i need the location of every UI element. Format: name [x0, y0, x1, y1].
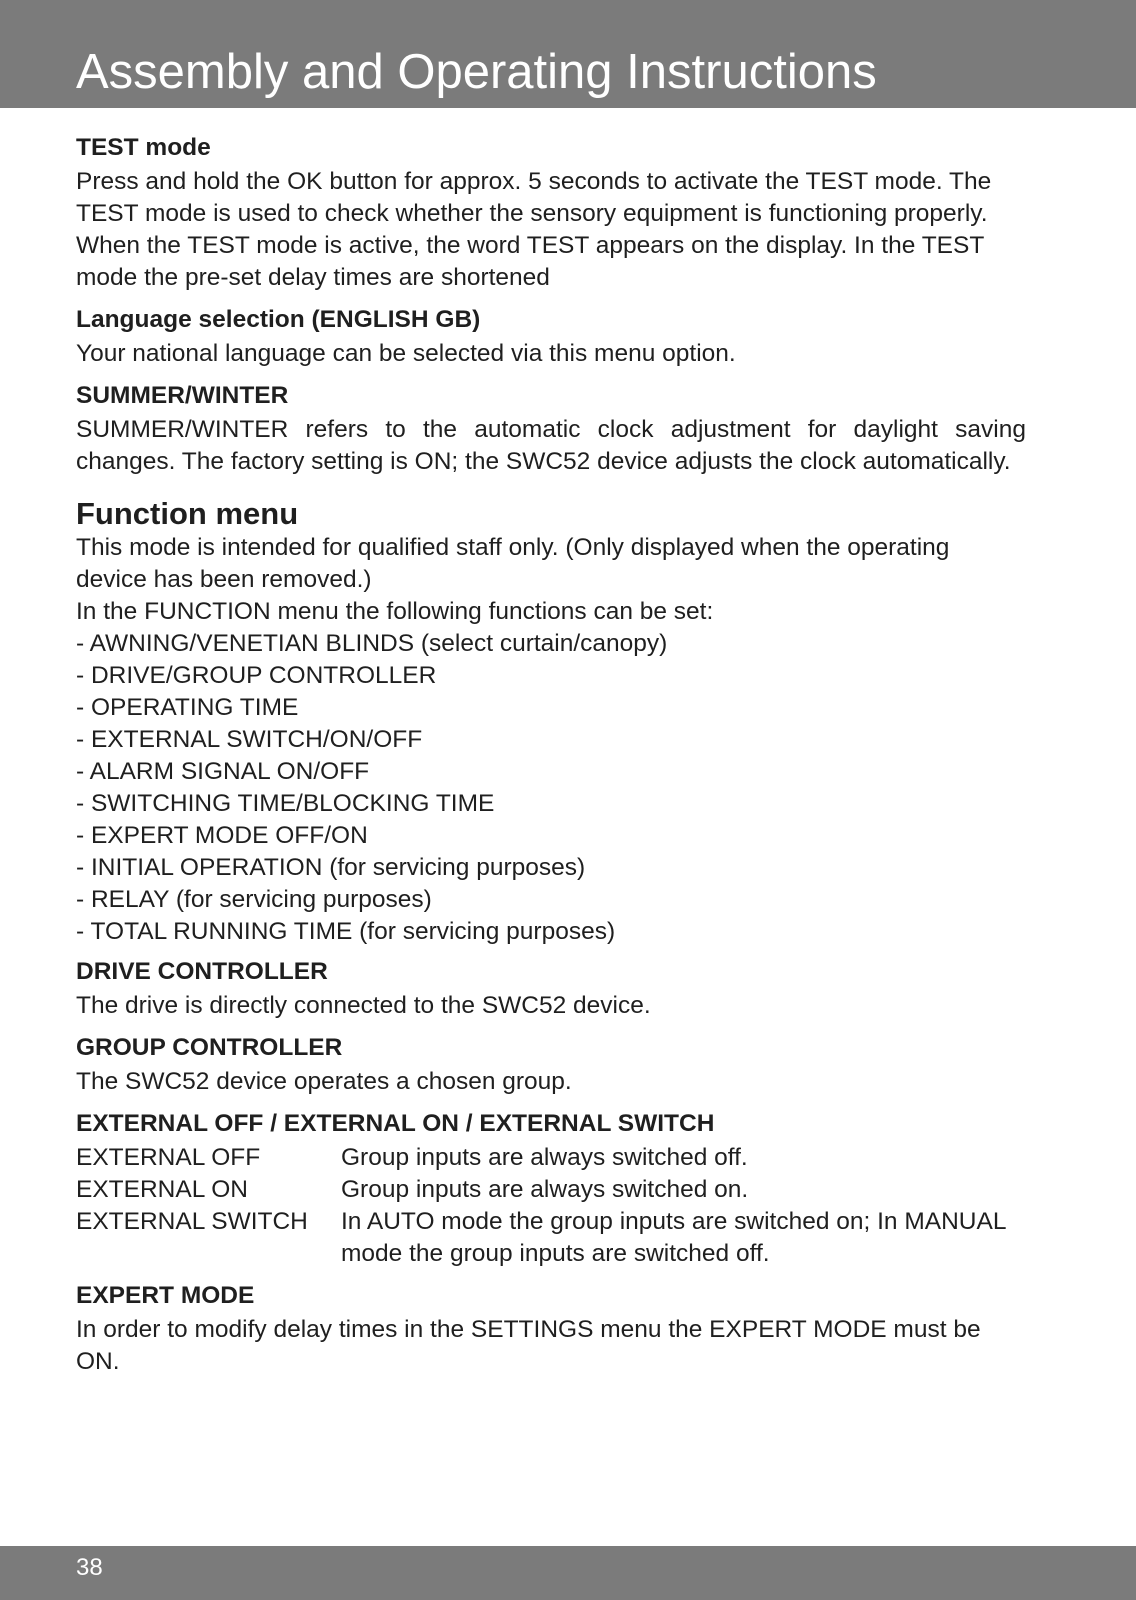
page-content [76, 130, 1026, 1386]
test-mode-text: Press and hold the OK button for approx. 5 seconds to activate the TEST mode. The TEST mode is used to check whether the sensory equipment is functioning properly. When the TEST mode is active, the word TEST appears on the display. In the TEST mode the pre-set delay times are shortened [76, 168, 992, 291]
list-item: - SWITCHING TIME/BLOCKING TIME [76, 790, 495, 817]
expert-mode-heading: EXPERT MODE [76, 1282, 255, 1309]
language-text: Your national language can be selected via this menu option. [76, 340, 736, 367]
definition-term: EXTERNAL SWITCH [76, 1208, 308, 1235]
page-number: 38 [76, 1554, 103, 1581]
list-item: - RELAY (for servicing purposes) [76, 886, 432, 913]
list-item: - ALARM SIGNAL ON/OFF [76, 758, 370, 785]
list-item: - INITIAL OPERATION (for servicing purposes) [76, 854, 586, 881]
expert-mode-text: In order to modify delay times in the SETTINGS menu the EXPERT MODE must be ON. [76, 1316, 981, 1375]
external-definitions [76, 1142, 1026, 1270]
definition-text: Group inputs are always switched on. [341, 1176, 749, 1203]
function-menu-intro-2: In the FUNCTION menu the following functions can be set: [76, 598, 714, 625]
list-item: - OPERATING TIME [76, 694, 299, 721]
list-item: - EXPERT MODE OFF/ON [76, 822, 368, 849]
list-item: - TOTAL RUNNING TIME (for servicing purposes) [76, 918, 616, 945]
definition-text: Group inputs are always switched off. [341, 1144, 748, 1171]
list-item: - DRIVE/GROUP CONTROLLER [76, 662, 437, 689]
summer-winter-text: SUMMER/WINTER refers to the automatic clock adjustment for daylight saving changes. The factory setting is ON; the SWC52 device adjusts the clock automatically. [76, 416, 1026, 475]
summer-winter-heading: SUMMER/WINTER [76, 382, 289, 409]
test-mode-heading: TEST mode [76, 134, 211, 161]
footer-bar [0, 1546, 1136, 1600]
definition-text: In AUTO mode the group inputs are switched on; In MANUAL mode the group inputs are switched off. [341, 1208, 1006, 1267]
group-controller-text: The SWC52 device operates a chosen group. [76, 1068, 572, 1095]
function-menu-heading: Function menu [76, 496, 299, 531]
table-row [76, 1142, 1026, 1174]
table-row [76, 1174, 1026, 1206]
list-item: - AWNING/VENETIAN BLINDS (select curtain/canopy) [76, 630, 668, 657]
page-title: Assembly and Operating Instructions [76, 45, 877, 99]
function-menu-intro: This mode is intended for qualified staff only. (Only displayed when the operating device has been removed.) [76, 534, 950, 593]
language-heading: Language selection (ENGLISH GB) [76, 306, 481, 333]
drive-controller-heading: DRIVE CONTROLLER [76, 958, 328, 985]
group-controller-heading: GROUP CONTROLLER [76, 1034, 343, 1061]
drive-controller-text: The drive is directly connected to the SWC52 device. [76, 992, 651, 1019]
function-list [76, 628, 1026, 948]
definition-term: EXTERNAL OFF [76, 1144, 261, 1171]
external-heading: EXTERNAL OFF / EXTERNAL ON / EXTERNAL SWITCH [76, 1110, 715, 1137]
table-row [76, 1206, 1026, 1270]
definition-term: EXTERNAL ON [76, 1176, 248, 1203]
list-item: - EXTERNAL SWITCH/ON/OFF [76, 726, 423, 753]
